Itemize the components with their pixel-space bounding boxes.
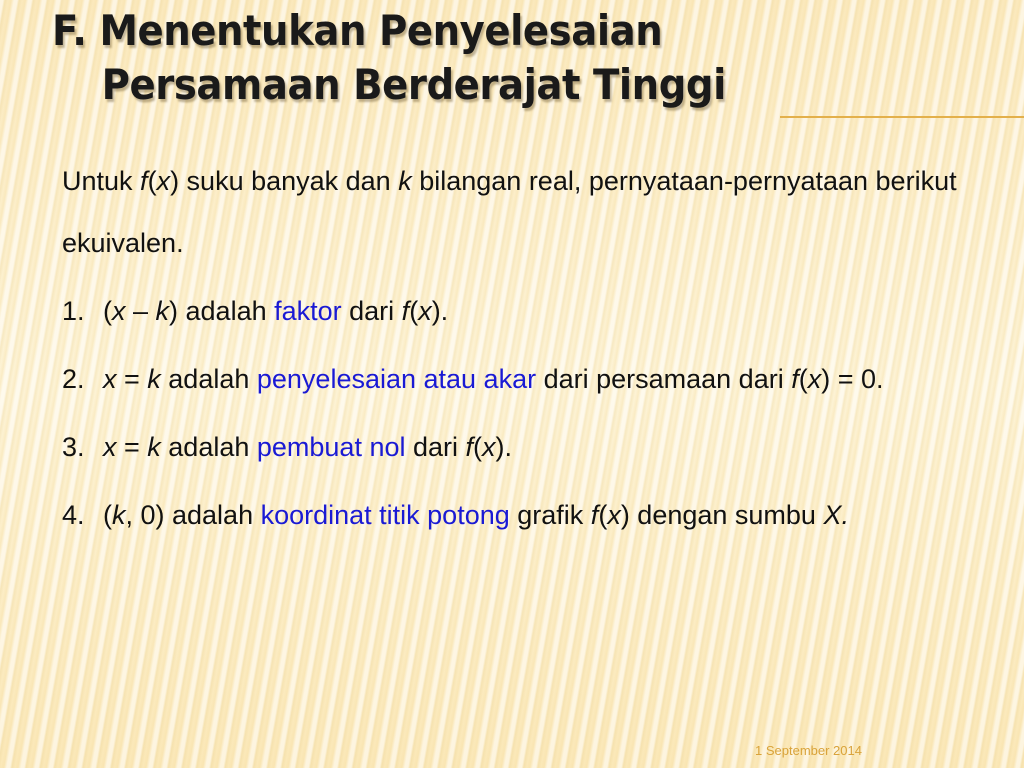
item-italic: x bbox=[103, 432, 117, 462]
item-italic: x bbox=[807, 364, 822, 394]
intro-func-f: f bbox=[140, 166, 148, 196]
item-highlight: penyelesaian atau akar bbox=[256, 364, 537, 394]
title-line-2: Persamaan Berderajat Tinggi bbox=[101, 60, 726, 109]
item-italic: k bbox=[147, 432, 161, 462]
item-text: = bbox=[116, 432, 148, 462]
item-text: = bbox=[116, 364, 148, 394]
item-italic: k bbox=[155, 296, 170, 326]
item-italic: k bbox=[112, 500, 126, 530]
item-italic: f bbox=[791, 364, 799, 394]
intro-text-2: ) suku banyak dan bbox=[170, 166, 399, 196]
title-line-1: F. Menentukan Penyelesaian bbox=[52, 6, 663, 55]
item-highlight: faktor bbox=[274, 296, 342, 326]
equivalence-list bbox=[62, 280, 962, 546]
item-text: ( bbox=[598, 500, 608, 530]
item-italic: x bbox=[112, 296, 126, 326]
item-italic: f bbox=[590, 500, 599, 530]
item-text: ( bbox=[409, 296, 419, 326]
item-text: ( bbox=[473, 432, 483, 462]
slide-body bbox=[62, 150, 962, 546]
intro-var-x: x bbox=[156, 166, 171, 196]
list-item-4 bbox=[62, 484, 962, 546]
list-item-1 bbox=[62, 280, 962, 342]
item-text: ). bbox=[495, 432, 513, 462]
item-text: dari bbox=[341, 296, 402, 326]
item-italic: k bbox=[147, 364, 161, 394]
item-text: adalah bbox=[160, 364, 257, 394]
item-italic: x bbox=[482, 432, 496, 462]
item-text: ) adalah bbox=[169, 296, 275, 326]
item-highlight: koordinat titik potong bbox=[260, 500, 510, 530]
item-italic: x bbox=[607, 500, 621, 530]
title-rule-decoration bbox=[780, 116, 1024, 118]
item-text: – bbox=[125, 296, 156, 326]
list-item-3 bbox=[62, 416, 962, 478]
item-text: adalah bbox=[160, 432, 257, 462]
item-text: ) dengan sumbu bbox=[620, 500, 824, 530]
item-italic: f bbox=[401, 296, 410, 326]
list-number: 4. bbox=[62, 500, 85, 530]
item-text: ( bbox=[103, 296, 112, 326]
item-italic: f bbox=[465, 432, 474, 462]
intro-text-1: Untuk bbox=[62, 166, 141, 196]
item-text: , 0) adalah bbox=[125, 500, 261, 530]
list-number: 1. bbox=[62, 296, 85, 326]
item-text: grafik bbox=[509, 500, 591, 530]
list-number: 3. bbox=[62, 432, 85, 462]
item-text: dari persamaan dari bbox=[536, 364, 792, 394]
item-italic: x bbox=[103, 364, 117, 394]
slide-date: 1 September 2014 bbox=[755, 743, 862, 758]
item-italic: x bbox=[418, 296, 432, 326]
item-highlight: pembuat nol bbox=[256, 432, 406, 462]
slide-title bbox=[52, 4, 908, 112]
list-number: 2. bbox=[62, 364, 85, 394]
intro-paren-open: ( bbox=[147, 166, 157, 196]
list-item-2 bbox=[62, 348, 962, 410]
intro-var-k: k bbox=[398, 166, 412, 196]
intro-paragraph bbox=[62, 150, 962, 274]
item-text: ( bbox=[798, 364, 808, 394]
item-italic: X. bbox=[823, 500, 849, 530]
item-text: ) = 0. bbox=[821, 364, 884, 394]
item-text: dari bbox=[405, 432, 466, 462]
intro-text-3: bilangan real, pernyataan-pernyataan berikut ekuivalen. bbox=[62, 166, 957, 258]
item-text: ). bbox=[431, 296, 449, 326]
item-text: ( bbox=[103, 500, 112, 530]
